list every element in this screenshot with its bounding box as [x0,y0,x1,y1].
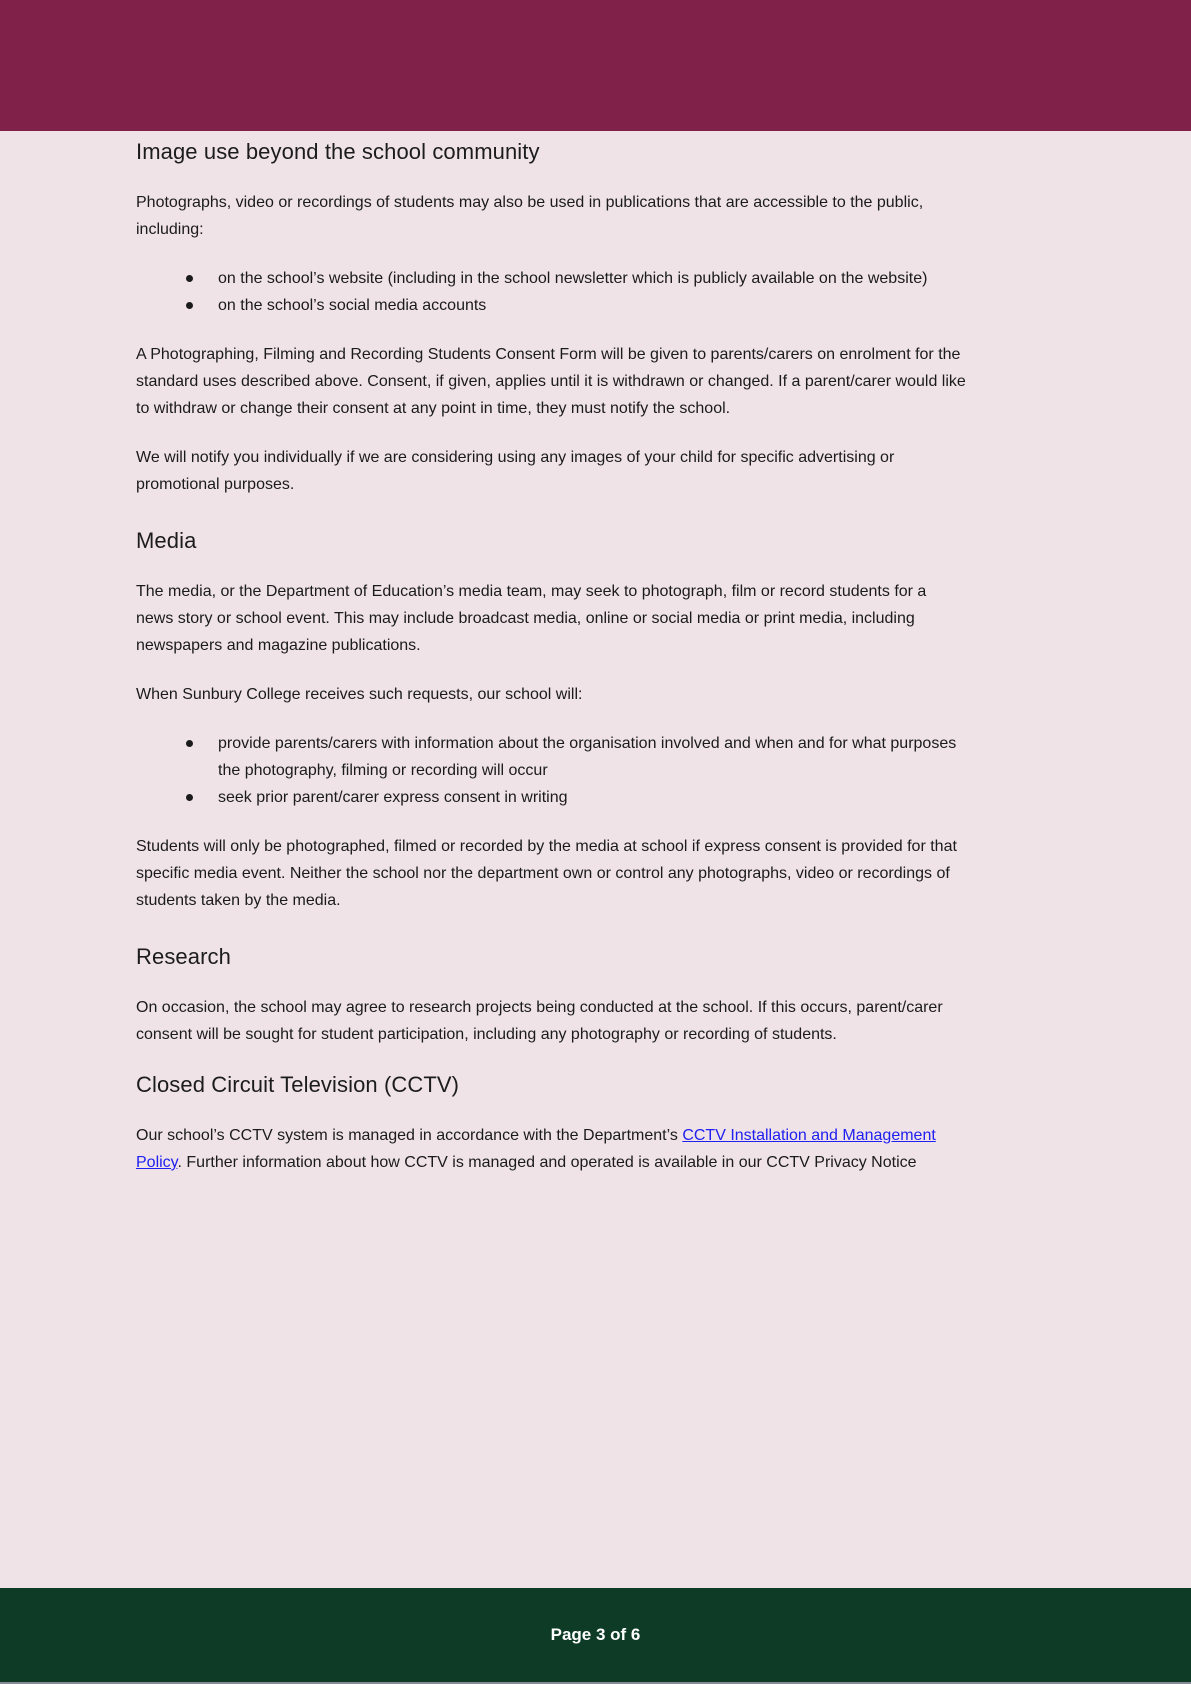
section-heading-cctv: Closed Circuit Television (CCTV) [136,1072,460,1097]
cctv-policy-link[interactable]: CCTV Installation and Management Policy [136,1127,936,1171]
paragraph-media-requests: When Sunbury College receives such requests, our school will: [136,686,583,703]
text-column [136,137,966,1176]
list-item-text: on the school’s social media accounts [218,297,487,314]
paragraph-media-consent-note: Students will only be photographed, filmed or recorded by the media at school if express consent is provided for that specific media event. Neither the school nor the department own or control any photographs, video or recordings of students taken by the media. [136,838,957,909]
paragraph-cctv-body [136,1122,966,1176]
list-item [136,292,966,319]
paragraph-research-body: On occasion, the school may agree to research projects being conducted at the school. If this occurs, parent/carer consent will be sought for student participation, including any photography or recording of students. [136,999,943,1043]
list-item-text: provide parents/carers with information about the organisation involved and when and for what purposes the photography, filming or recording will occur [218,735,957,779]
page-indicator: Page 3 of 6 [550,1625,641,1644]
cctv-text-before-link: Our school’s CCTV system is managed in accordance with the Department’s [136,1127,683,1144]
section-heading-research: Research [136,944,231,969]
document-body [0,131,966,1176]
cctv-text-after-link: . Further information about how CCTV is managed and operated is available in our CCTV Privacy Notice [177,1154,917,1171]
list-item [136,265,966,292]
header-band [0,0,1191,131]
paragraph-individual-notify: We will notify you individually if we are considering using any images of your child for specific advertising or promotional purposes. [136,449,895,493]
image-use-bullet-list [136,265,966,319]
paragraph-image-use-intro: Photographs, video or recordings of students may also be used in publications that are accessible to the public, including: [136,194,924,238]
list-item [136,730,966,784]
list-item-text: seek prior parent/carer express consent in writing [218,789,568,806]
media-bullet-list [136,730,966,811]
section-heading-image-use: Image use beyond the school community [136,139,540,164]
paragraph-consent-form: A Photographing, Filming and Recording Students Consent Form will be given to parents/carers on enrolment for the standard uses described above. Consent, if given, applies until it is withdrawn or changed. If a parent/carer would like to withdraw or change their consent at any point in time, they must notify the school. [136,346,966,417]
footer-band [0,1588,1191,1684]
section-heading-media: Media [136,528,197,553]
list-item-text: on the school’s website (including in the school newsletter which is publicly available on the website) [218,270,928,287]
paragraph-media-intro: The media, or the Department of Education’s media team, may seek to photograph, film or record students for a news story or school event. This may include broadcast media, online or social media or print media, including newspapers and magazine publications. [136,583,927,654]
list-item [136,784,966,811]
